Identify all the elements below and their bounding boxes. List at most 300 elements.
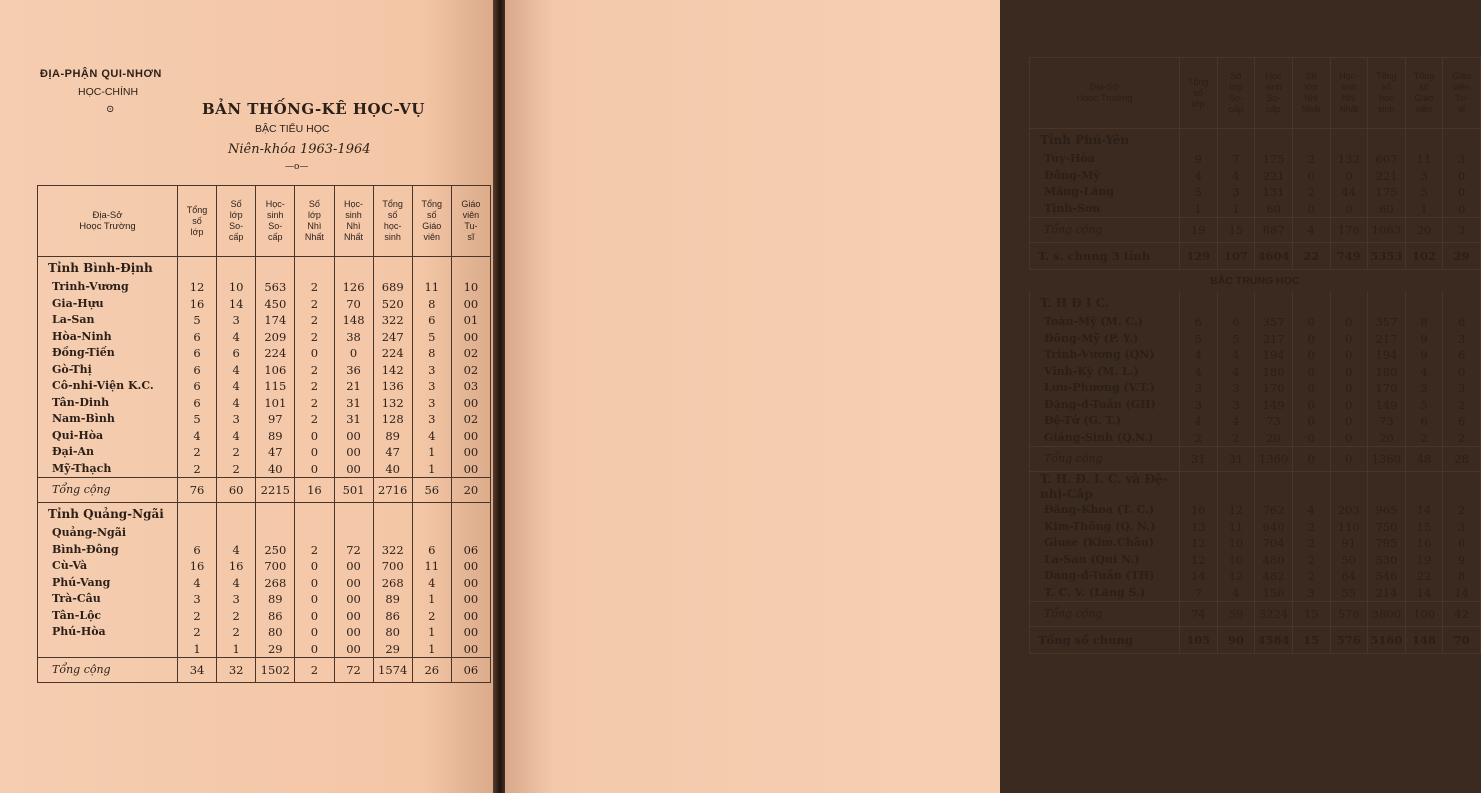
table-row [1030, 502, 1481, 519]
school-name: Gia-Hựu [38, 296, 178, 313]
stat-cell: 15 [1292, 602, 1330, 627]
ornament-divider: —o— [285, 162, 309, 172]
stat-cell: 0 [1443, 364, 1481, 381]
section-title: T. H Đ I C. [1030, 292, 1180, 314]
stat-cell: 4 [217, 362, 256, 379]
stat-cell: 224 [373, 345, 412, 362]
stat-cell: 9 [1180, 151, 1218, 168]
stat-cell: 2 [1443, 430, 1481, 447]
stat-cell: 0 [1292, 413, 1330, 430]
stat-cell: 4 [217, 428, 256, 445]
empty-cell [1292, 292, 1330, 314]
stat-cell: 4 [1180, 413, 1218, 430]
stat-cell: 40 [256, 461, 295, 478]
stat-cell: 180 [1255, 364, 1293, 381]
stat-cell: 26 [412, 658, 451, 683]
empty-cell [373, 503, 412, 526]
stat-cell: 5 [178, 312, 217, 329]
stat-cell: 3 [217, 312, 256, 329]
school-name: Cô-nhi-Viện K.C. [38, 378, 178, 395]
stat-cell: 4 [178, 428, 217, 445]
stat-cell: 3 [1443, 151, 1481, 168]
school-name: Dang-đ-Tuần (TH) [1030, 568, 1180, 585]
empty-cell [1330, 292, 1368, 314]
empty-cell [295, 503, 334, 526]
stat-cell: 00 [451, 444, 490, 461]
stat-cell: 15 [1405, 519, 1443, 536]
stat-cell: 2 [295, 296, 334, 313]
stat-cell: 6 [217, 345, 256, 362]
school-name: Mỹ-Thạch [38, 461, 178, 478]
school-name: Nam-Bình [38, 411, 178, 428]
stat-cell: 174 [256, 312, 295, 329]
stat-cell: 16 [295, 478, 334, 503]
total-row [1030, 447, 1481, 472]
level-title: BẬC TRUNG HỌC [1210, 275, 1300, 287]
stat-cell: 0 [1292, 447, 1330, 472]
stat-cell: 607 [1368, 151, 1406, 168]
stat-cell: 0 [1443, 168, 1481, 185]
table-row [38, 608, 491, 625]
table-row [1030, 314, 1481, 331]
stat-cell: 02 [451, 411, 490, 428]
stat-cell: 89 [256, 428, 295, 445]
stat-cell: 91 [1330, 535, 1368, 552]
school-name: Tổng cộng [1030, 447, 1180, 472]
stat-cell: 0 [1330, 314, 1368, 331]
column-header: Giáo viên Tu- sĩ [451, 186, 490, 257]
stat-cell: 149 [1368, 397, 1406, 414]
stat-cell: 6 [1180, 314, 1218, 331]
stat-cell: 1574 [373, 658, 412, 683]
stat-cell: 14 [1405, 502, 1443, 519]
school-name: Tổng cộng [38, 478, 178, 503]
stat-cell: 0 [1292, 364, 1330, 381]
stat-cell: 47 [373, 444, 412, 461]
school-name: Tân-Dinh [38, 395, 178, 412]
stat-cell: 8 [412, 345, 451, 362]
stat-cell: 5160 [1368, 627, 1406, 654]
stat-cell: 247 [373, 329, 412, 346]
stat-cell: 5 [1180, 184, 1218, 201]
stat-cell: 3 [1405, 168, 1443, 185]
stat-cell: 06 [451, 542, 490, 559]
table-row [1030, 397, 1481, 414]
stat-cell: 48 [1405, 447, 1443, 472]
stat-cell: 6 [178, 329, 217, 346]
stat-cell: 7 [1180, 585, 1218, 602]
stat-cell: 357 [1368, 314, 1406, 331]
stat-cell: 9 [1443, 552, 1481, 569]
stat-cell: 3 [1217, 380, 1255, 397]
table-row [1030, 380, 1481, 397]
stat-cell: 0 [1330, 447, 1368, 472]
empty-cell [1292, 472, 1330, 503]
stat-cell: 60 [1368, 201, 1406, 218]
stat-cell: 00 [334, 558, 373, 575]
stat-cell: 3 [217, 411, 256, 428]
school-name: Tổng số chung [1030, 627, 1180, 654]
stat-cell: 1 [412, 624, 451, 641]
school-name: Trà-Câu [38, 591, 178, 608]
level-row [1030, 270, 1481, 293]
stat-cell: 44 [1330, 184, 1368, 201]
stat-cell: 2 [295, 542, 334, 559]
grand-total-row [1030, 627, 1481, 654]
stat-cell: 6 [1443, 314, 1481, 331]
stat-cell: 2 [1180, 430, 1218, 447]
province-title [1030, 129, 1481, 152]
stat-cell: 0 [1292, 201, 1330, 218]
column-header: Tổng số học- sinh [373, 186, 412, 257]
column-header: Học- sinh So- cấp [256, 186, 295, 257]
stat-cell: 4 [412, 428, 451, 445]
empty-cell [1180, 129, 1218, 152]
empty-cell [1217, 472, 1255, 503]
empty-cell [412, 257, 451, 280]
table-row [1030, 201, 1481, 218]
stat-cell: 102 [1405, 243, 1443, 270]
stat-cell: 156 [1255, 585, 1293, 602]
stat-cell: 4 [1217, 585, 1255, 602]
stat-cell: 72 [334, 542, 373, 559]
table-row [1030, 151, 1481, 168]
stat-cell: 268 [256, 575, 295, 592]
empty-cell [334, 257, 373, 280]
total-row [1030, 602, 1481, 627]
stat-cell: 31 [1217, 447, 1255, 472]
stat-cell: 6 [178, 395, 217, 412]
school-name: T. s. chung 3 tỉnh [1030, 243, 1180, 270]
stat-cell: 176 [1330, 218, 1368, 243]
stat-cell: 221 [1368, 168, 1406, 185]
stat-cell: 16 [217, 558, 256, 575]
stat-cell: 4 [1292, 502, 1330, 519]
stat-cell: 32 [217, 658, 256, 683]
empty-cell [451, 257, 490, 280]
table-row [38, 542, 491, 559]
stat-cell: 00 [451, 558, 490, 575]
stat-cell: 180 [1368, 364, 1406, 381]
stat-cell: 5 [412, 329, 451, 346]
level-label: BẬC TIỂU HỌC [255, 123, 330, 135]
stat-cell: 563 [256, 279, 295, 296]
table-row [1030, 568, 1481, 585]
stat-cell: 31 [1180, 447, 1218, 472]
stat-cell: 2 [1292, 552, 1330, 569]
stat-cell: 11 [1217, 519, 1255, 536]
stat-cell: 749 [1330, 243, 1368, 270]
stat-cell: 20 [1405, 218, 1443, 243]
stat-cell: 5 [178, 411, 217, 428]
stat-cell: 16 [178, 296, 217, 313]
stat-cell: 00 [334, 591, 373, 608]
stat-cell: 12 [1180, 535, 1218, 552]
stat-cell: 6 [412, 312, 451, 329]
stat-cell: 3 [1217, 397, 1255, 414]
stat-cell: 1 [412, 641, 451, 658]
table-row [38, 591, 491, 608]
column-header: Số lớp So- cấp [217, 186, 256, 257]
stat-cell: 2 [1443, 502, 1481, 519]
stat-cell: 89 [373, 428, 412, 445]
stat-cell: 73 [1368, 413, 1406, 430]
school-name: Giáng-Sinh (Q.N.) [1030, 430, 1180, 447]
empty-cell [451, 503, 490, 526]
stat-cell: 00 [451, 641, 490, 658]
stat-cell: 0 [295, 608, 334, 625]
stat-cell: 2 [295, 658, 334, 683]
stat-cell: 1360 [1255, 447, 1293, 472]
stat-cell: 2 [217, 624, 256, 641]
stat-cell: 0 [1330, 397, 1368, 414]
column-header: Số lớp Nhì Nhất [295, 186, 334, 257]
column-header-school: Địa-Sở Hoọc Trường [1030, 58, 1180, 129]
empty-cell [256, 257, 295, 280]
stat-cell: 40 [373, 461, 412, 478]
secondary-stats-table [1029, 57, 1481, 654]
empty-cell [1255, 292, 1293, 314]
stat-cell: 0 [1330, 364, 1368, 381]
stat-cell: 20 [451, 478, 490, 503]
school-name: Tịnh-Sơn [1030, 201, 1180, 218]
stat-cell: 3224 [1255, 602, 1293, 627]
stat-cell: 00 [334, 575, 373, 592]
school-name: Đặng-đ-Tuần (GH) [1030, 397, 1180, 414]
stat-cell: 4 [1217, 413, 1255, 430]
table-row [38, 525, 491, 542]
table-row [38, 428, 491, 445]
stat-cell: 0 [295, 444, 334, 461]
total-row [38, 658, 491, 683]
stat-cell: 450 [256, 296, 295, 313]
header-row [38, 186, 491, 257]
stat-cell: 16 [1180, 502, 1218, 519]
stat-cell: 3 [412, 362, 451, 379]
stat-cell: 97 [256, 411, 295, 428]
school-name: Tân-Lộc [38, 608, 178, 625]
stat-cell: 2 [1292, 151, 1330, 168]
stat-cell: 11 [412, 279, 451, 296]
stat-cell: 2 [217, 461, 256, 478]
stat-cell: 22 [1405, 568, 1443, 585]
table-row [1030, 347, 1481, 364]
stat-cell: 4 [1217, 347, 1255, 364]
stat-cell: 887 [1255, 218, 1293, 243]
stat-cell: 520 [373, 296, 412, 313]
school-name: Kim-Thông (Q. N.) [1030, 519, 1180, 536]
stat-cell: 3 [1180, 380, 1218, 397]
stat-cell: 640 [1255, 519, 1293, 536]
empty-cell [295, 257, 334, 280]
stat-cell: 00 [451, 395, 490, 412]
stat-cell: 00 [451, 461, 490, 478]
empty-cell [1405, 129, 1443, 152]
stat-cell: 221 [1255, 168, 1293, 185]
stat-cell: 1 [412, 461, 451, 478]
school-name: Đông-Mỹ (P. Y.) [1030, 331, 1180, 348]
empty-cell [334, 503, 373, 526]
table-row [38, 279, 491, 296]
school-name: Quảng-Ngãi [38, 525, 178, 542]
table-row [38, 312, 491, 329]
empty-cell [1180, 472, 1218, 503]
stat-cell: 4 [1180, 347, 1218, 364]
empty-cell [1405, 292, 1443, 314]
stat-cell: 357 [1255, 314, 1293, 331]
school-name: Đệ-Tử (G. T.) [1030, 413, 1180, 430]
stat-cell: 80 [373, 624, 412, 641]
stat-cell: 2 [1443, 397, 1481, 414]
stat-cell: 14 [1443, 585, 1481, 602]
stat-cell: 224 [256, 345, 295, 362]
stat-cell: 01 [451, 312, 490, 329]
stat-cell: 00 [451, 428, 490, 445]
stat-cell: 42 [1443, 602, 1481, 627]
stat-cell: 00 [334, 461, 373, 478]
stat-cell: 5 [1405, 397, 1443, 414]
stat-cell: 0 [1292, 331, 1330, 348]
empty-cell [1405, 472, 1443, 503]
stat-cell: 2 [1405, 430, 1443, 447]
stat-cell: 175 [1255, 151, 1293, 168]
stat-cell: 15 [1217, 218, 1255, 243]
school-name: Đông-Mỹ [1030, 168, 1180, 185]
stat-cell: 1 [1217, 201, 1255, 218]
stat-cell [334, 525, 373, 542]
stat-cell: 02 [451, 362, 490, 379]
stat-cell: 3 [1217, 184, 1255, 201]
stat-cell: 13 [1180, 519, 1218, 536]
stat-cell: 2 [412, 608, 451, 625]
stat-cell: 0 [1443, 184, 1481, 201]
stat-cell: 8 [412, 296, 451, 313]
stat-cell: 106 [256, 362, 295, 379]
stat-cell: 2 [178, 461, 217, 478]
stat-cell: 00 [451, 624, 490, 641]
stat-cell: 29 [373, 641, 412, 658]
school-name: Bình-Đông [38, 542, 178, 559]
stat-cell: 110 [1330, 519, 1368, 536]
stat-cell: 4 [412, 575, 451, 592]
table-row [38, 461, 491, 478]
total-row [38, 478, 491, 503]
section-title: Tỉnh Phú-Yên [1030, 129, 1180, 152]
school-name: Phú-Vang [38, 575, 178, 592]
stat-cell: 0 [1443, 201, 1481, 218]
stat-cell [256, 525, 295, 542]
stat-cell: 689 [373, 279, 412, 296]
stat-cell: 4 [217, 575, 256, 592]
table-row [1030, 552, 1481, 569]
stat-cell: 2 [1292, 535, 1330, 552]
province-title [38, 503, 491, 526]
column-header: Tổng số Giáo viên [412, 186, 451, 257]
stat-cell: 03 [451, 378, 490, 395]
stat-cell: 76 [178, 478, 217, 503]
school-name: Tuy-Hòa [1030, 151, 1180, 168]
empty-cell [1368, 292, 1406, 314]
stat-cell: 73 [1255, 413, 1293, 430]
stat-cell: 501 [334, 478, 373, 503]
stat-cell: 56 [412, 478, 451, 503]
school-name: Hòa-Ninh [38, 329, 178, 346]
empty-cell [1255, 129, 1293, 152]
group-title [1030, 472, 1481, 503]
table-row [38, 624, 491, 641]
empty-cell [217, 257, 256, 280]
stat-cell: 8 [1443, 568, 1481, 585]
column-header: Học sinh So- cấp [1255, 58, 1293, 129]
school-name: Cù-Và [38, 558, 178, 575]
stat-cell: 132 [373, 395, 412, 412]
stat-cell: 89 [256, 591, 295, 608]
stat-cell: 89 [373, 591, 412, 608]
column-header: Số lớp Nhì Nhất [1292, 58, 1330, 129]
stat-cell: 1360 [1368, 447, 1406, 472]
table-row [38, 444, 491, 461]
stat-cell: 6 [1443, 347, 1481, 364]
column-header: Giáo viên Tu- sĩ [1443, 58, 1481, 129]
column-header: Học- sinh Nhì Nhất [334, 186, 373, 257]
table-row [38, 395, 491, 412]
stat-cell: 0 [1292, 380, 1330, 397]
stat-cell: 21 [334, 378, 373, 395]
stat-cell: 1 [412, 444, 451, 461]
stat-cell: 322 [373, 542, 412, 559]
total-row [1030, 218, 1481, 243]
stat-cell: 2 [295, 312, 334, 329]
stat-cell: 131 [1255, 184, 1293, 201]
table-row [1030, 184, 1481, 201]
stat-cell: 9 [1405, 347, 1443, 364]
table-row [38, 575, 491, 592]
stat-cell: 29 [256, 641, 295, 658]
stat-cell [217, 525, 256, 542]
stat-cell: 6 [178, 362, 217, 379]
stat-cell: 80 [256, 624, 295, 641]
stat-cell: 322 [373, 312, 412, 329]
column-header: Số lớp So- cấp [1217, 58, 1255, 129]
stat-cell: 5353 [1368, 243, 1406, 270]
stat-cell: 2 [295, 362, 334, 379]
stat-cell: 0 [1292, 347, 1330, 364]
stat-cell: 148 [334, 312, 373, 329]
stat-cell: 00 [451, 296, 490, 313]
column-header: Tổng số lớp [1180, 58, 1218, 129]
stat-cell: 00 [334, 624, 373, 641]
stat-cell: 795 [1368, 535, 1406, 552]
stat-cell: 0 [1330, 380, 1368, 397]
stat-cell: 700 [256, 558, 295, 575]
stat-cell: 107 [1217, 243, 1255, 270]
empty-cell [178, 503, 217, 526]
column-header: Tổng số Giáo viên [1405, 58, 1443, 129]
stat-cell: 00 [451, 329, 490, 346]
stat-cell: 2716 [373, 478, 412, 503]
stat-cell: 34 [178, 658, 217, 683]
school-name: Trinh-Vương (QN) [1030, 347, 1180, 364]
stat-cell: 00 [334, 428, 373, 445]
stat-cell: 482 [1255, 568, 1293, 585]
stat-cell: 14 [1405, 585, 1443, 602]
stat-cell: 55 [1330, 585, 1368, 602]
stat-cell: 0 [1330, 347, 1368, 364]
stat-cell: 4 [1292, 218, 1330, 243]
table-row [38, 641, 491, 658]
header-row [1030, 58, 1481, 129]
stat-cell: 0 [295, 345, 334, 362]
